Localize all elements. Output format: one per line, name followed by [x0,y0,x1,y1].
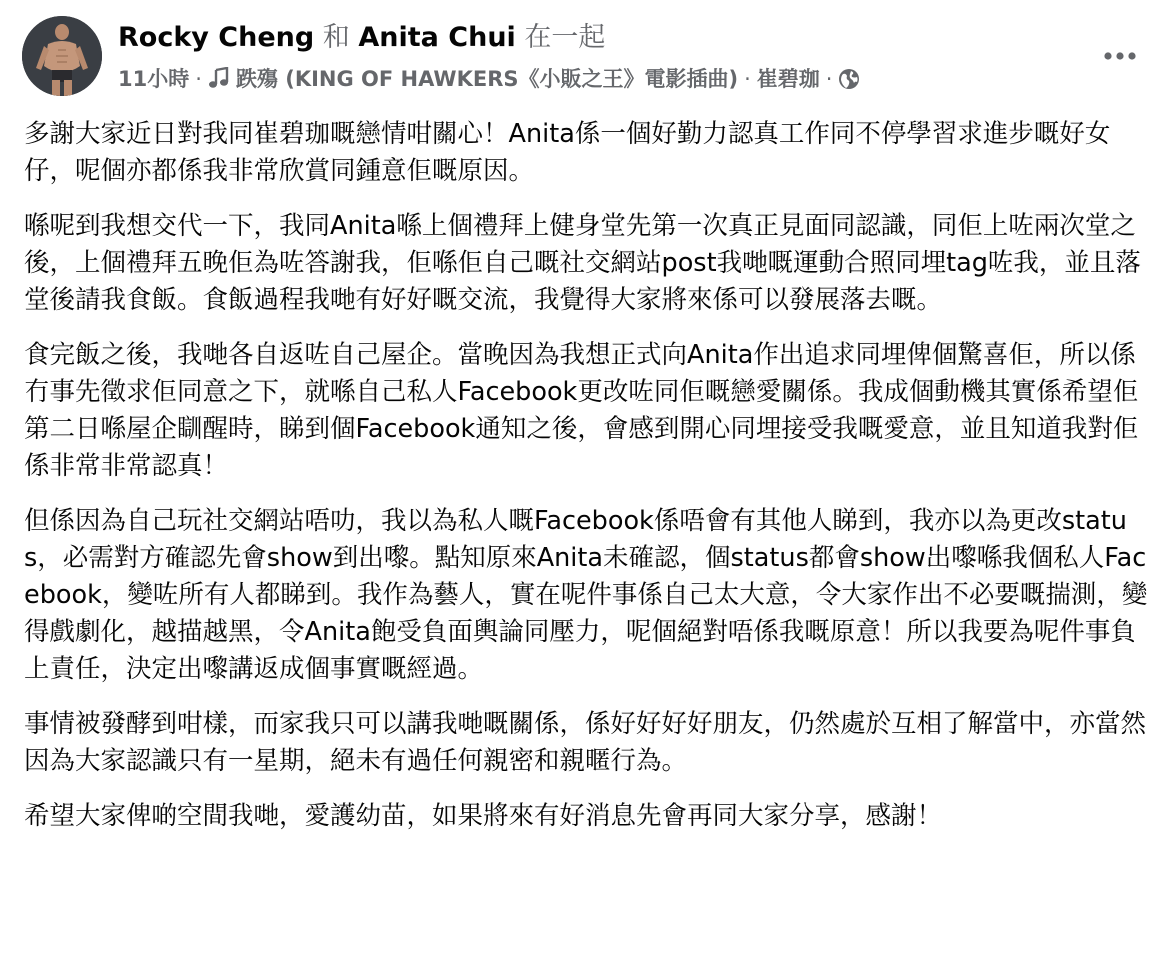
location-link[interactable]: 崔碧珈 [756,67,820,91]
post-paragraph: 希望大家俾啲空間我哋，愛護幼苗，如果將來有好消息先會再同大家分享，感謝！ [24,801,943,831]
meta-separator: · [744,67,751,91]
post-paragraph: 但係因為自己玩社交網站唔叻，我以為私人嘅Facebook係唔會有其他人睇到，我亦以為更改status，必需對方確認先會show到出嚟。點知原來Anita未確認，個status都會show出嚟喺我個私人Facebook，變咗所有人都睇到。我作為藝人，實在呢件事係自己太大意，令大家作出不必要嘅揣測，變得戲劇化，越描越黑，令Anita飽受負面輿論同壓力，呢個絕對唔係我嘅原意！所以我要為呢件事負上責任，決定出嚟講返成個事實嘅經過。 [24,506,1148,684]
avatar-photo-icon [22,16,102,96]
more-dots-icon [1103,51,1137,61]
relationship-status-text: 在一起 [524,22,606,53]
post-paragraph: 食完飯之後，我哋各自返咗自己屋企。當晚因為我想正式向Anita作出追求同埋俾個驚喜佢，所以係冇事先徵求佢同意之下，就喺自己私人Facebook更改咗同佢嘅戀愛關係。我成個動機其實係希望佢第二日喺屋企瞓醒時，睇到個Facebook通知之後，會感到開心同埋接受我嘅愛意，並且知道我對佢係非常非常認真！ [24,340,1139,481]
meta-separator: · [825,67,833,91]
music-note-icon [208,65,230,87]
post-content [24,116,1150,853]
tagged-user-link[interactable]: Anita Chui [358,22,516,53]
connector-text: 和 [322,22,350,53]
post-paragraph: 多謝大家近日對我同崔碧珈嘅戀情咁關心！Anita係一個好勤力認真工作同不停學習求進步嘅好女仔，呢個亦都係我非常欣賞同鍾意佢嘅原因。 [24,119,1111,186]
avatar[interactable] [22,16,102,96]
post-paragraph: 事情被發酵到咁樣，而家我只可以講我哋嘅關係，係好好好好朋友，仍然處於互相了解當中，亦當然因為大家認識只有一星期，絕未有過任何親密和親暱行為。 [24,709,1147,776]
author-name-link[interactable]: Rocky Cheng [118,22,315,53]
more-options-button[interactable] [1100,36,1140,76]
post-meta-line [118,62,1078,96]
post-paragraph: 喺呢到我想交代一下，我同Anita喺上個禮拜上健身堂先第一次真正見面同認識，同佢上咗兩次堂之後，上個禮拜五晚佢為咗答謝我，佢喺佢自己嘅社交網站post我哋嘅運動合照同埋tag咗我，並且落堂後請我食飯。食飯過程我哋有好好嘅交流，我覺得大家將來係可以發展落去嘅。 [24,211,1141,315]
post-header [22,16,1146,100]
post-timestamp-link[interactable]: 11小時 [118,67,190,91]
globe-icon[interactable] [838,66,860,88]
meta-separator: · [195,67,202,91]
header-text [118,18,1078,96]
song-link[interactable]: 跌殤 (KING OF HAWKERS《小販之王》電影插曲) [235,67,739,91]
post-title-line [118,18,1078,58]
